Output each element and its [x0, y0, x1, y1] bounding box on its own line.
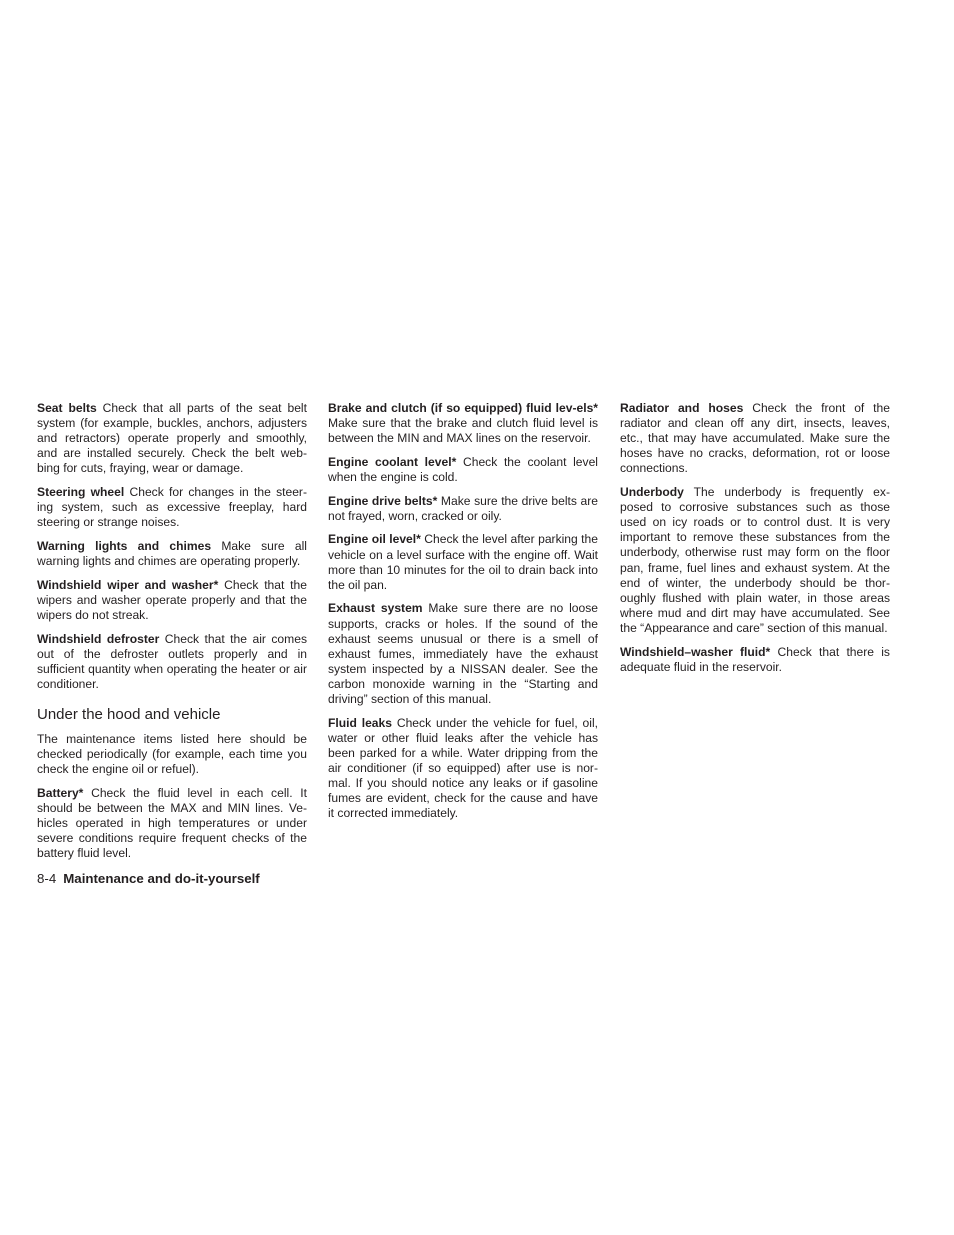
item-brake-clutch-fluid: Brake and clutch (if so equipped) fluid lev-els* Make sure that the brake and clutch fluid level is between the MIN and MAX lines on the reservoir.: [328, 401, 598, 446]
item-engine-coolant: Engine coolant level* Check the coolant level when the engine is cold.: [328, 454, 598, 484]
page-number: 8-4: [37, 871, 57, 886]
section-heading: Under the hood and vehicle: [37, 705, 221, 723]
item-engine-oil: Engine oil level* Check the level after parking the vehicle on a level surface with the engine off. Wait more than 10 minutes for the oil to drain back into the oil pan.: [328, 532, 598, 592]
column-3: [620, 401, 890, 683]
item-seat-belts: Seat belts Check that all parts of the seat belt system (for example, buckles, anchors, adjusters and retractors) operate properly and smoothly, and are installed securely. Check the belt web-bing for cuts, fraying, wear or damage.: [37, 401, 307, 476]
item-warning-lights: Warning lights and chimes Make sure all warning lights and chimes are operating properly.: [37, 538, 307, 569]
item-radiator-hoses: Radiator and hoses Check the front of the radiator and clean off any dirt, insects, leaves, etc., that may have accumulated. Make sure the hoses have no cracks, deformation, rot or loose connections.: [620, 401, 890, 476]
page-footer: [37, 871, 260, 887]
item-engine-drive-belts: Engine drive belts* Make sure the drive belts are not frayed, worn, cracked or oily.: [328, 493, 598, 523]
item-windshield-defroster: Windshield defroster Check that the air comes out of the defroster outlets properly and in sufficient quantity when operating the heater or air conditioner.: [37, 631, 308, 691]
item-underbody: Underbody The underbody is frequently ex-posed to corrosive substances such as those used on icy roads or to control dust. It is very important to remove these substances from the underbody, otherwise rust may form on the floor pan, frame, fuel lines and exhaust system. At the end of winter, the underbody should be thor-oughly flushed with plain water, in those areas where mud and dirt may have accumulated. See the “Appearance and care” section of this manual.: [620, 485, 890, 635]
item-fluid-leaks: Fluid leaks Check under the vehicle for fuel, oil, water or other fluid leaks after the vehicle has been parked for a while. Water dripping from the air conditioner (if so equipped) after use is nor-mal. If you should notice any leaks or if gasoline fumes are evident, check for the cause and have it corrected immediately.: [328, 715, 598, 821]
chapter-title: Maintenance and do-it-yourself: [63, 871, 260, 886]
item-battery: Battery* Check the fluid level in each cell. It should be between the MAX and MIN lines. Ve-hicles operated in high temperatures or under severe conditions require frequent checks of the battery fluid level.: [37, 785, 307, 861]
section-intro: The maintenance items listed here should be checked periodically (for example, each time you check the engine oil or refuel).: [37, 731, 307, 777]
column-2: [328, 401, 598, 830]
item-windshield-wiper: Windshield wiper and washer* Check that the wipers and washer operate properly and that the wipers do not streak.: [37, 577, 307, 622]
item-exhaust-system: Exhaust system Make sure there are no loose supports, cracks or holes. If the sound of the exhaust seems unusual or there is a smell of exhaust fumes, immediately have the exhaust system inspected by a NISSAN dealer. See the carbon monoxide warning in the “Starting and driving” section of this manual.: [328, 601, 598, 706]
column-1: [37, 401, 307, 870]
item-steering-wheel: Steering wheel Check for changes in the steer-ing system, such as excessive freeplay, hard steering or strange noises.: [37, 485, 307, 530]
item-washer-fluid: Windshield–washer fluid* Check that there is adequate fluid in the reservoir.: [620, 644, 890, 674]
